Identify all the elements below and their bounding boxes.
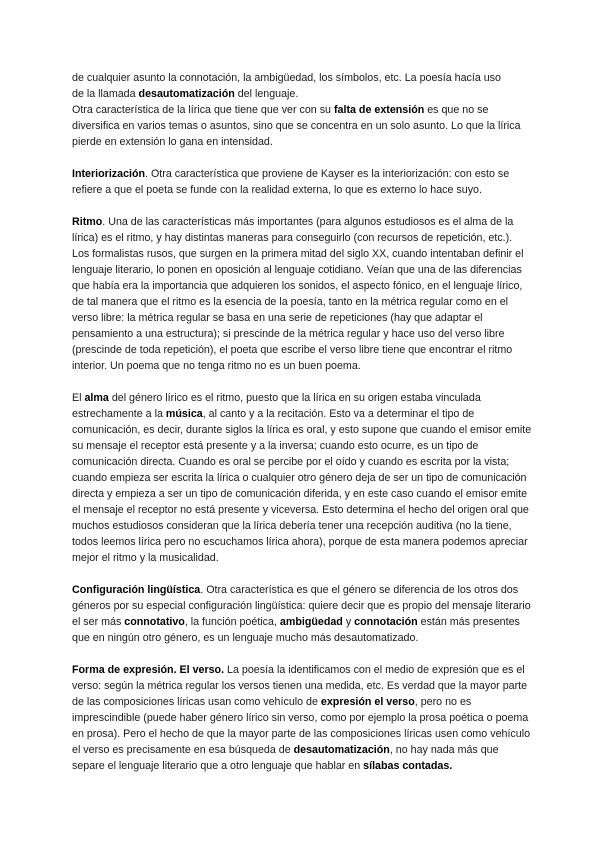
section-heading-configuracion: Configuración lingüística <box>72 584 201 596</box>
paragraph-text: y <box>342 616 355 628</box>
section-heading-forma-de-expresion: Forma de expresión. El verso. <box>72 664 225 676</box>
paragraph-text: . Otra característica que proviene de Kayser es la interiorización: con esto se refiere a que el poeta se funde con la realidad externa, lo que es externo lo hace suyo. <box>72 168 510 196</box>
paragraph-text: de la llamada <box>72 88 139 100</box>
paragraph-text: El <box>72 392 85 404</box>
paragraph-text: , al canto y a la recitación. Esto va a determinar el tipo de comunicación, es decir, durante siglos la lírica es oral, y esto supone que cuando el emisor emite su mensaje el receptor está presente y a la inversa; cuando esto ocurre, es un tipo de comunicación directa. Cuando es oral se percibe por el oído y cuando es escrita por la vista; cuando empieza ser escrita la lírica o cualquier otro género deja de ser un tipo de comunicación directa y empieza a ser un tipo de comunicación diferida, y en este caso cuando el emisor emite el mensaje el receptor no está presente y viceversa. Esto determina el hecho del origen oral que muchos estudiosos consideran que la lírica debería tener una recepción auditiva (no la tiene, todos leemos lírica pero no escuchamos lírica ahora), porque de esta manera podemos apreciar mejor el ritmo y la musicalidad. <box>72 408 532 564</box>
section-heading-ritmo: Ritmo <box>72 216 103 228</box>
paragraph-text: . Otra característica es que el género se diferencia de los otros dos géneros por su especial configuración lingüística: quiere decir que es propio del mensaje literario el ser más <box>72 584 531 628</box>
paragraph-falta-de-extension <box>72 102 532 150</box>
bold-term-silabas-contadas: sílabas contadas. <box>363 760 453 772</box>
bold-term-falta-de-extension: falta de extensión <box>333 104 425 116</box>
paragraph-text: es que no se diversifica en varios temas o asuntos, sino que se concentra en un solo asunto. Lo que la lírica pierde en extensión lo gana en intensidad. <box>72 104 521 148</box>
paragraph-ritmo <box>72 214 532 246</box>
paragraph-alma <box>72 390 532 566</box>
paragraph-text: , la función poética, <box>184 616 280 628</box>
paragraph-text: , no hay nada más que separe el lenguaje literario que a otro lenguaje que hablar en <box>72 744 499 772</box>
paragraph-text: , pero no es imprescindible (puede haber género lírico sin verso, como por ejemplo la prosa poética o poema en prosa). Pero el hecho de que la mayor parte de las composiciones líricas usen como vehículo el verso es precisamente en esa búsqueda de <box>72 696 531 756</box>
bold-term-musica: música <box>165 408 203 420</box>
paragraph-text: de cualquier asunto la connotación, la ambigüedad, los símbolos, etc. La poesía hacía uso <box>72 72 501 84</box>
bold-term-desautomatizacion: desautomatización <box>138 88 235 100</box>
paragraph-text: del género lírico es el ritmo, puesto que la lírica en su origen estaba vinculada estrechamente a la <box>72 392 481 420</box>
paragraph-intro-continuation <box>72 70 532 102</box>
paragraph-text: . Una de las características más importantes (para algunos estudiosos es el alma de la lírica) es el ritmo, y hay distintas maneras para conseguirlo (con recursos de repetición, etc.). <box>72 216 514 244</box>
bold-term-desautomatizacion-2: desautomatización <box>293 744 390 756</box>
paragraph-text: del lenguaje. <box>234 88 299 100</box>
paragraph-text: están más presentes que en ningún otro género, es un lenguaje mucho más desautomatizado. <box>72 616 520 644</box>
paragraph-text: Otra característica de la lírica que tiene que ver con su <box>72 104 334 116</box>
paragraph-text: La poesía la identificamos con el medio de expresión que es el verso: según la métrica regular los versos tienen una medida, etc. Es verdad que la mayor parte de las composiciones líricas usan como vehículo de <box>72 664 528 708</box>
bold-term-alma: alma <box>84 392 109 404</box>
paragraph-formalistas <box>72 246 532 374</box>
paragraph-forma-de-expresion <box>72 662 532 774</box>
bold-term-connotativo: connotativo <box>124 616 185 628</box>
bold-term-connotacion: connotación <box>354 616 418 628</box>
bold-term-expresion-el-verso: expresión el verso <box>320 696 415 708</box>
paragraph-interiorizacion <box>72 166 532 198</box>
section-heading-interiorizacion: Interiorización <box>72 168 146 180</box>
paragraph-configuracion <box>72 582 532 646</box>
paragraph-text: Los formalistas rusos, que surgen en la primera mitad del siglo XX, cuando intentaban definir el lenguaje literario, lo ponen en oposición al lenguaje cotidiano. Veían que una de las diferencias que había era la importancia que adquieren los sonidos, el aspecto fónico, en el lenguaje lírico, de tal manera que el ritmo es la esencia de la poesía, tanto en la métrica regular como en el verso libre: la métrica regular se basa en una serie de repeticiones (hay que adaptar el pensamiento a una estructura); si prescinde de la métrica regular y hace uso del verso libre (prescinde de toda repetición), el poeta que escribe el verso libre tiene que encontrar el ritmo interior. Un poema que no tenga ritmo no es un buen poema. <box>72 248 524 372</box>
document-page <box>72 70 532 774</box>
bold-term-ambiguedad: ambigüedad <box>279 616 343 628</box>
